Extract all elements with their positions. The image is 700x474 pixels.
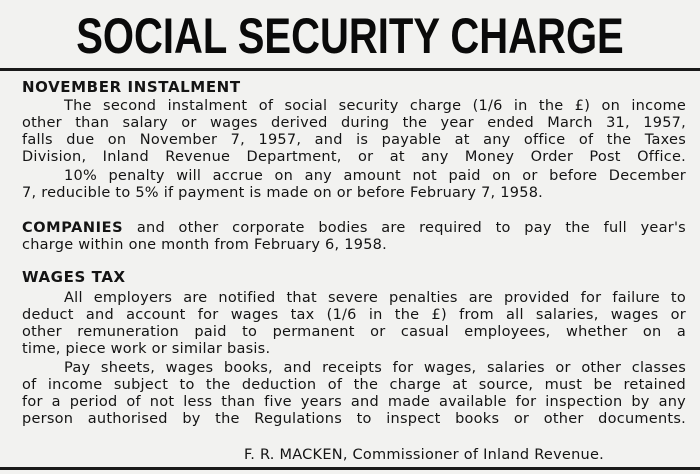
paragraph-line: deduct and account for wages tax (1/6 in the £) from all salaries, wages or xyxy=(22,307,686,323)
paragraph-line: 10% penalty will accrue on any amount not paid on or before December xyxy=(64,168,686,184)
paragraph-line: 7, reducible to 5% if payment is made on or before February 7, 1958. xyxy=(22,185,544,201)
paragraph-line: of income subject to the deduction of the charge at source, must be retained xyxy=(22,377,686,393)
paragraph-line: Division, Inland Revenue Department, or at any Money Order Post Office. xyxy=(22,149,686,165)
notice-title: SOCIAL SECURITY CHARGE xyxy=(76,8,624,64)
paragraph-line: person authorised by the Regulations to inspect books or other documents. xyxy=(22,411,686,427)
paragraph-line: All employers are notified that severe penalties are provided for failure to xyxy=(64,290,686,306)
section-heading-november-instalment: NOVEMBER INSTALMENT xyxy=(22,78,241,96)
paragraph-line: other than salary or wages derived during the year ended March 31, 1957, xyxy=(22,115,686,131)
section-heading-wages-tax: WAGES TAX xyxy=(22,268,126,286)
paragraph-line: Pay sheets, wages books, and receipts for wages, salaries or other classes xyxy=(64,360,686,376)
companies-text: and other corporate bodies are required to pay the full year's xyxy=(123,220,686,236)
paragraph-line: The second instalment of social security charge (1/6 in the £) on income xyxy=(64,98,686,114)
paragraph-line: for a period of not less than five years and made available for inspection by any xyxy=(22,394,686,410)
bottom-border xyxy=(0,467,700,470)
paragraph-line: charge within one month from February 6, 1958. xyxy=(22,237,388,253)
companies-lead: COMPANIES xyxy=(22,220,124,236)
companies-line xyxy=(22,220,686,237)
paragraph-line: time, piece work or similar basis. xyxy=(22,341,271,357)
title-divider xyxy=(0,68,700,71)
paragraph-line: other remuneration paid to permanent or casual employees, whether on a xyxy=(22,324,686,340)
signature-line: F. R. MACKEN, Commissioner of Inland Revenue. xyxy=(244,447,604,463)
paragraph-line: falls due on November 7, 1957, and is payable at any office of the Taxes xyxy=(22,132,686,148)
